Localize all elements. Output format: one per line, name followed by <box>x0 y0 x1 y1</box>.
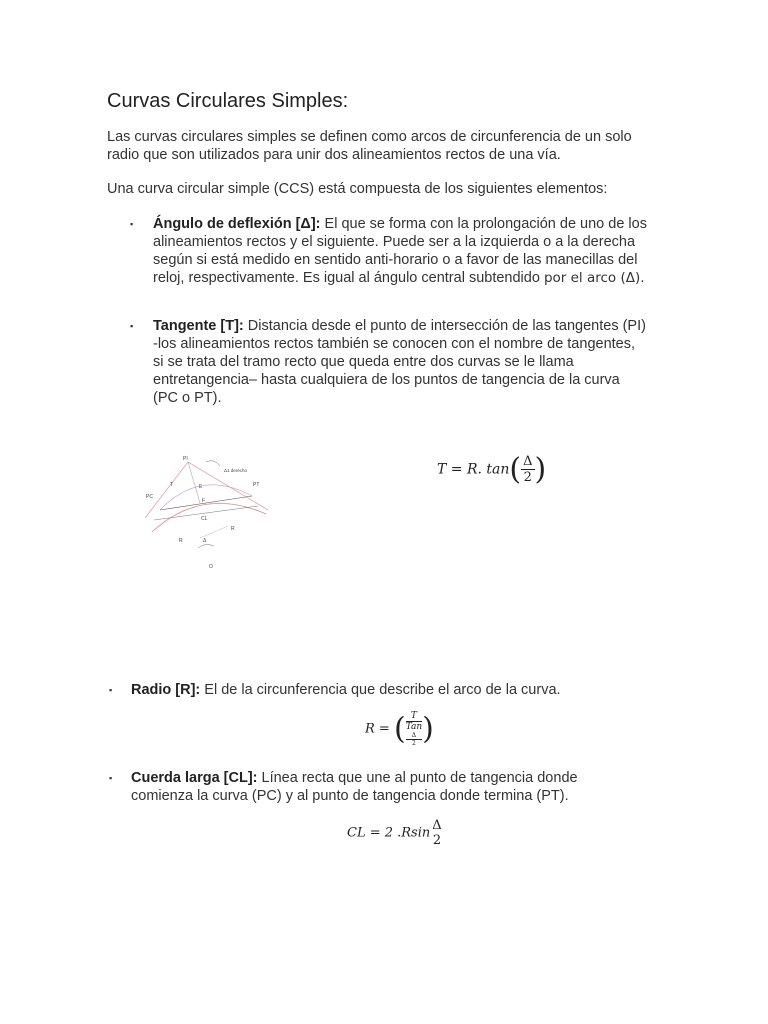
formula-chord <box>347 818 444 848</box>
formula-radius-den-num: Δ <box>406 732 422 740</box>
list-item-chord <box>131 769 601 805</box>
term-deflection: Ángulo de deflexión [Δ]: <box>153 216 321 232</box>
formula-tangent-lhs: T = R. tan <box>437 461 510 478</box>
formula-tangent-num: Δ <box>523 454 533 469</box>
definition-tangent: Distancia desde el punto de intersección de las tangentes (PI) -los alineamientos rectos también se conocen con el nombre de tangentes, si se trata del tramo recto que queda entre dos curvas se le llama entretangencia– hasta cualquiera de los puntos de tangencia de la curva (PC o PT). <box>153 318 646 406</box>
formula-chord-num: Δ <box>432 818 442 833</box>
formula-radius-num: T <box>406 711 422 722</box>
intro-paragraph: Las curvas circulares simples se definen como arcos de circunferencia de un solo radio que son utilizados para unir dos alineamientos rectos de una vía. <box>107 129 632 163</box>
term-radius: Radio [R]: <box>131 682 201 698</box>
term-chord: Cuerda larga [CL]: <box>131 770 258 786</box>
page-title: Curvas Circulares Simples: <box>107 90 349 112</box>
label-r-right: R <box>231 526 235 532</box>
formula-tangent: T = R. tan( $\frac{\Delta}{2}$ ) <box>437 452 547 487</box>
label-r-left: R <box>179 538 183 544</box>
label-delta: Δ <box>203 538 207 544</box>
formula-radius-den-den: 2 <box>412 740 416 747</box>
list-item-deflection <box>153 215 663 287</box>
label-pc: PC <box>146 494 153 500</box>
formula-radius: R = ( T Tan Δ 2 ) <box>365 711 434 747</box>
label-cl: CL <box>201 516 208 522</box>
label-f: F <box>202 498 206 504</box>
formula-radius-lhs: R = <box>365 721 390 737</box>
formula-tangent-den: 2 <box>523 470 532 485</box>
definition-radius: El de la circunferencia que describe el arco de la curva. <box>200 682 561 698</box>
label-delta-derecho: Δ1 derecho <box>224 468 248 473</box>
definition-deflection-tail: por el arco (Δ). <box>543 270 645 286</box>
list-item-radius <box>131 681 671 699</box>
formula-radius-den-text: Tan <box>405 722 423 732</box>
bullet-marker: ▪ <box>130 219 134 229</box>
definition-chord: Línea recta que une al punto de tangencia donde comienza la curva (PC) y al punto de tangencia donde termina (PT). <box>131 770 578 804</box>
term-tangent: Tangente [T]: <box>153 318 244 334</box>
formula-chord-lhs: CL = 2 .Rsin <box>347 825 431 841</box>
label-t: T <box>170 482 174 488</box>
bullet-marker: ▪ <box>109 773 113 783</box>
label-pi: PI <box>183 456 188 462</box>
label-e: E <box>199 484 203 490</box>
composition-paragraph: Una curva circular simple (CCS) está compuesta de los siguientes elementos: <box>107 181 608 197</box>
bullet-marker: ▪ <box>130 321 134 331</box>
curve-diagram <box>140 448 270 574</box>
bullet-marker: ▪ <box>109 685 113 695</box>
label-pt: PT <box>253 482 260 488</box>
definition-deflection: El que se forma con la prolongación de uno de los alineamientos rectos y el siguiente. Puede ser a la izquierda o a la derecha según si está medido en sentido anti-horario o a favor de las manecillas del reloj, respectivamente. Es igual al ángulo central subtendido <box>153 216 647 286</box>
label-o: O <box>209 564 213 570</box>
formula-chord-den: 2 <box>432 833 442 848</box>
list-item-tangent <box>153 317 648 407</box>
